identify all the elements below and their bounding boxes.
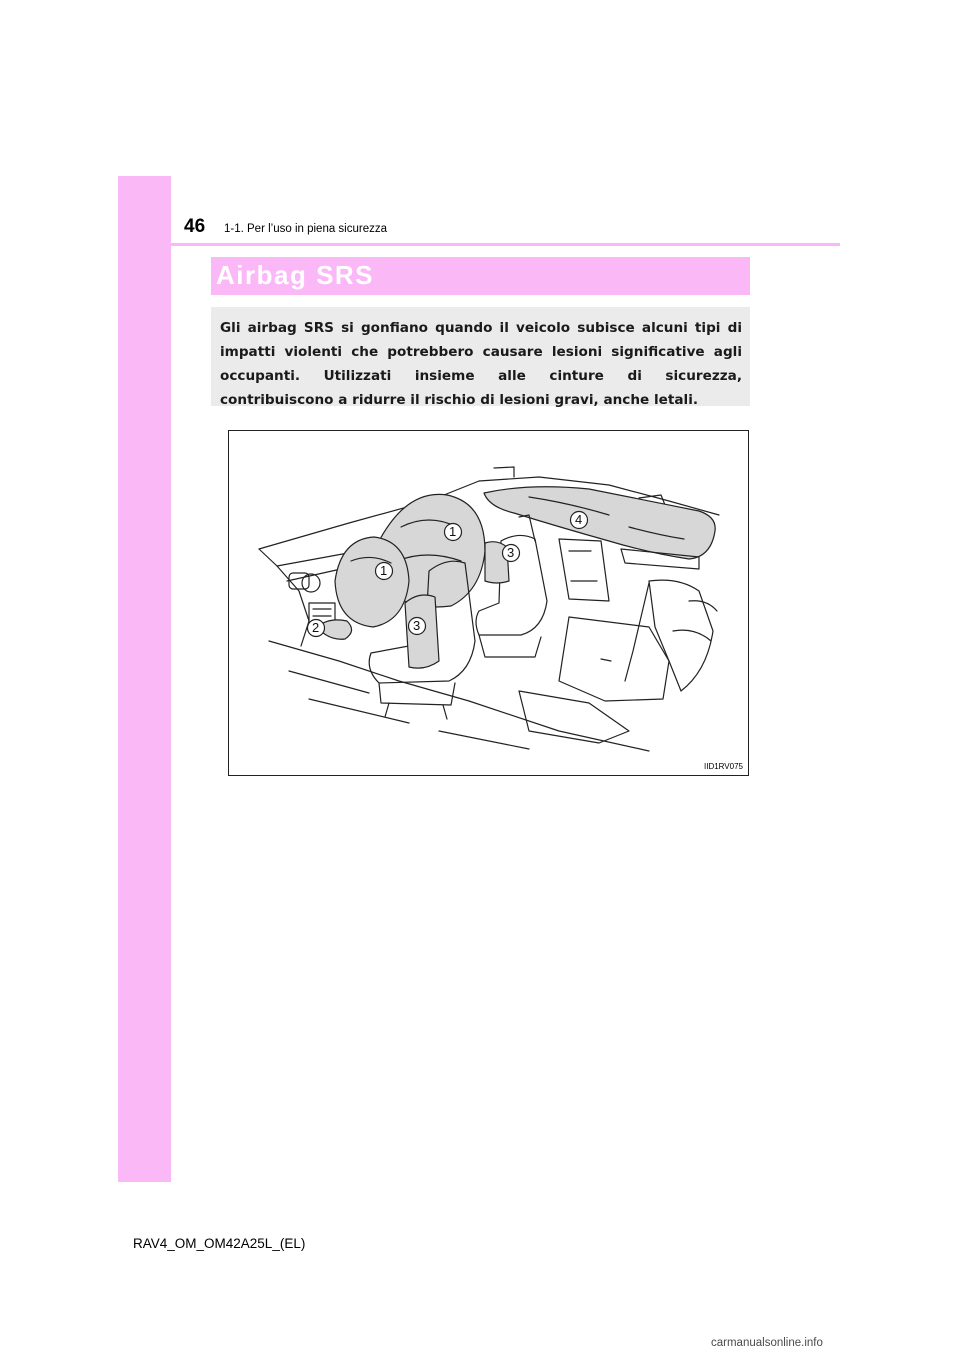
figure-code: IID1RV075 xyxy=(704,762,743,771)
intro-box xyxy=(211,307,750,406)
intro-text: Gli airbag SRS si gonfiano quando il veicolo subisce alcuni tipi di impatti violenti che potrebbero causare lesioni significative agli occupanti. Utilizzati insieme alle cinture di sicurezza, contribuiscono a ridurre il rischio di lesioni gravi, anche letali. xyxy=(220,320,742,408)
callout-label: 1 xyxy=(380,563,388,578)
callout-label: 2 xyxy=(312,620,320,635)
header-rule xyxy=(118,243,840,246)
side-tab-band xyxy=(118,176,171,1182)
callout-label: 3 xyxy=(413,618,421,633)
title-bar xyxy=(211,257,750,295)
section-label: 1-1. Per l’uso in piena sicurezza xyxy=(224,223,387,235)
watermark-text: carmanualsonline.info xyxy=(711,1337,823,1349)
page-number: 46 xyxy=(184,216,206,237)
callout-label: 1 xyxy=(449,524,457,539)
airbag-figure xyxy=(228,430,749,776)
car-interior-illustration xyxy=(229,431,748,775)
document-code: RAV4_OM_OM42A25L_(EL) xyxy=(133,1236,306,1251)
page-title: Airbag SRS xyxy=(216,260,375,290)
callout-label: 3 xyxy=(507,545,515,560)
callout-label: 4 xyxy=(575,512,583,527)
